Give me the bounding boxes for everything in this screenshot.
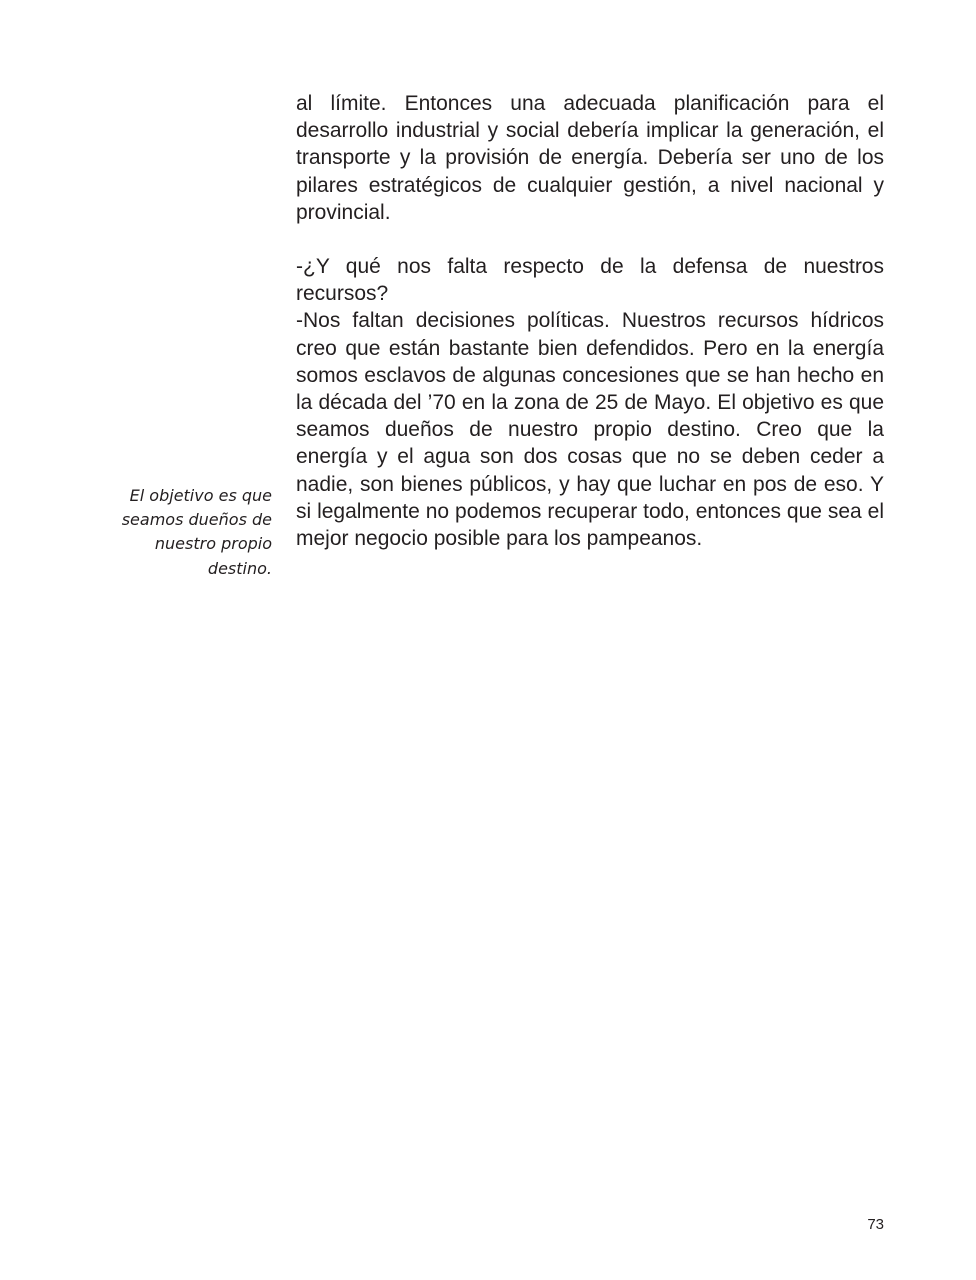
pull-quote: El objetivo es que seamos dueños de nuestro propio destino. [121, 486, 272, 578]
interview-question: -¿Y qué nos falta respecto de la defensa de nuestros recursos? [296, 255, 884, 306]
body-text [296, 90, 884, 552]
page-number: 73 [867, 1216, 884, 1233]
interview-answer: -Nos faltan decisiones políticas. Nuestros recursos hídricos creo que están bastante bien defendidos. Pero en la energía somos esclavos de algunas concesiones que se han hecho en la década del ’70 en la zona de 25 de Mayo. El objetivo es que seamos dueños de nuestro propio destino. Creo que la energía y el agua son dos cosas que no se deben ceder a nadie, son bienes públicos, y hay que luchar en pos de eso. Y si legalmente no podemos recuperar todo, entonces que sea el mejor negocio posible para los pampeanos. [296, 309, 884, 551]
paragraph-continuation: al límite. Entonces una adecuada planificación para el desarrollo industrial y social debería implicar la generación, el transporte y la provisión de energía. Debería ser uno de los pilares estratégicos de cualquier gestión, a nivel nacional y provincial. [296, 92, 884, 224]
